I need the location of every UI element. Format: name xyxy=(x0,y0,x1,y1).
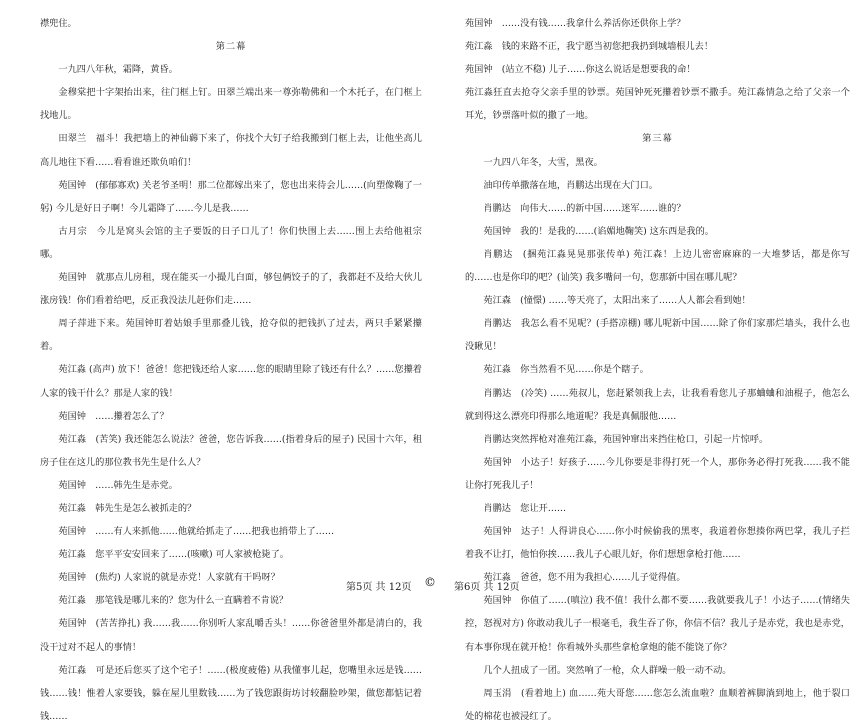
script-paragraph: 苑国钟 达子！人得讲良心……你小时候偷我的黑枣，我道着你想揍你两巴掌，我儿子拦着我不让打，他怕你挨……我儿子心眼儿好，你们想想拿枪打他…… xyxy=(465,526,850,561)
script-paragraph: 襟兜住。 xyxy=(40,18,77,29)
script-paragraph: 苑江淼 (苦笑) 我还能怎么说法？爸爸，您告诉我……(指着身后的屋子) 民国十六年，租房子住在这儿的那位教书先生是什么人？ xyxy=(40,433,422,468)
script-paragraph: 苑国钟 小达子！好孩子……今儿你要是非得打死一个人，那你务必得打死我……我不能让你打死我儿子！ xyxy=(465,456,850,491)
script-paragraph: 田翠兰 福斗！我把墙上的神仙薅下来了，你找个大钉子给我搬到门框上去，让他坐高儿高儿地往下看……看看谁还欺负咱们！ xyxy=(40,133,422,168)
script-paragraph: 周玉涓 (看着地上) 血……苑大哥您……您怎么流血啦？血顺着裤脚淌到地上，他于裂口处的棉花也被浸红了。 xyxy=(465,687,850,722)
script-paragraph: 金穆棠把十字架抬出来，往门框上钉。田翠兰端出来一尊弥勒佛和一个木托子，在门框上找地儿。 xyxy=(40,87,422,122)
script-paragraph: 肖鹏达突然挥枪对准苑江淼，苑国钟窜出来挡住枪口，引起一片惊呼。 xyxy=(483,433,769,445)
script-paragraph: 苑国钟 ……韩先生是赤党。 xyxy=(58,479,178,491)
script-paragraph: 肖鹏达 (捆苑江淼晃晃那张传单) 苑江森！上边儿密密麻麻的一大堆梦话，都是你写的……也是你印的吧？(讪笑) 我多嘴问一句，您那新中国在哪儿呢？ xyxy=(465,248,850,284)
right-page-number: 第6页 共 12页 xyxy=(454,582,520,593)
script-paragraph: 苑国钟 ……没有钱……我拿什么养活你还供你上学？ xyxy=(465,18,686,29)
script-paragraph: 苑国钟 (站立不稳) 儿子……你这么说话是想要我的命！ xyxy=(465,64,696,76)
act-heading: 第三幕 xyxy=(642,133,673,145)
script-paragraph: 苑江淼 您平平安安回来了……(咳嗽) 可人家被枪毙了。 xyxy=(58,549,289,561)
script-paragraph: 肖鹏达 您让开…… xyxy=(483,502,567,514)
script-paragraph: 苑江淼 你当然看不见……你是个瞎子。 xyxy=(483,364,649,376)
copyright-symbol: © xyxy=(424,575,436,589)
script-paragraph: 肖鹏达 我怎么看不见呢？(手搭凉棚) 哪儿呢新中国……除了你们家那烂墙头，我什么也没瞅见！ xyxy=(465,318,850,353)
script-paragraph: 一九四八年秋，霜降，黄昏。 xyxy=(58,64,178,76)
script-paragraph: 苑江森 (憧憬) ……等天亮了，太阳出来了……人人都会看到她！ xyxy=(483,295,751,307)
script-paragraph: 肖鹏达 向伟大……的新中国……迷军……谁的？ xyxy=(483,202,686,214)
script-paragraph: 苑国钟 我的！是我的……(谄媚地鞠笑) 这东西是我的。 xyxy=(483,225,714,237)
script-paragraph: 苑江淼 韩先生是怎么被抓走的？ xyxy=(58,502,197,514)
script-paragraph: 苑江淼 钱的来路不正，我宁愿当初您把我扔到城墙根儿去！ xyxy=(465,41,714,53)
act-heading: 第二幕 xyxy=(215,41,247,53)
script-paragraph: 周子萍进下来。苑国钟盯着姑娘手里那叠儿钱，抢夺似的把钱扒了过去，两只手紧紧攥着。 xyxy=(40,318,422,353)
script-paragraph: 苑国钟 (苦苦挣扎) 我……我……你别听人家乱嚼舌头！……你爸爸里外都是清白的，我没干过对不起人的事情！ xyxy=(40,618,422,653)
script-paragraph: 古月宗 今儿是窝头会馆的主子要饭的日子口儿了！你们快围上去……围上去给他祖宗哪。 xyxy=(40,225,422,260)
left-text-column xyxy=(40,12,422,728)
script-paragraph: 苑江淼 (高声) 放下！爸爸！您把钱还给人家……您的眼睛里除了钱还有什么？……您攥着人家的钱干什么？那是人家的钱！ xyxy=(40,364,422,399)
script-paragraph: 苑国钟 ……有人来抓他……他就给抓走了……把我也捎带上了…… xyxy=(58,526,335,538)
right-page xyxy=(430,0,860,722)
script-paragraph: 苑国钟 就那点儿房租，现在能买一小撮儿白面，够包俩饺子的了，我都赶不及给大伙儿涨房钱！你们看着给吧，反正我没法儿赶你们走…… xyxy=(40,272,422,307)
script-paragraph: 肖鹏达 (冷笑) ……苑叔儿，您赶紧领我上去，让我看看您儿子那蛐蛐和油棍子，他怎么就到得这么漂亮印得那么地道呢？我是真佩服他…… xyxy=(465,387,850,422)
script-paragraph: 苑国钟 你值了……(嗔泣) 我不值！我什么都不要……我就要我儿子！小达子……(情绪失控，怒视对方) 你敢动我儿子一根毫毛，我生吞了你，你信不信？我儿子是赤党，我也是赤党，有本事你现在就开枪！你看城外头那些拿枪拿炮的能不能饶了你？ xyxy=(465,595,850,653)
script-paragraph: 苑国钟 (焦灼) 人家说的就是赤党！人家就有干吗呀？ xyxy=(58,572,280,584)
script-paragraph: 苑国钟 ……攥着怎么了？ xyxy=(58,410,169,422)
script-paragraph: 一九四八年冬，大雪，黑夜。 xyxy=(483,156,603,168)
script-paragraph: 几个人扭成了一团。突然响了一枪，众人群噪一般一动不动。 xyxy=(483,664,732,676)
script-paragraph: 苑国钟 (郁郁寡欢) 关老爷圣明！那二位都嫁出来了，您也出来待会儿……(向塑像鞠了一躬) 今儿是好日子啊！今儿霜降了……今儿是我…… xyxy=(40,179,422,214)
script-paragraph: 苑江淼 爸爸，您不用为我担心……儿子觉得值。 xyxy=(483,572,686,584)
left-page xyxy=(0,0,430,722)
script-paragraph: 苑江淼狂直去抢夺父亲手里的钞票。苑国钟死死攥着钞票不撒手。苑江淼情急之给了父亲一个耳光，钞票落叶似的撒了一地。 xyxy=(465,87,850,122)
script-paragraph: 苑江淼 可是还后您买了这个宅子！……(极度疲倦) 从我懂事儿起，您嘴里永远是钱……钱……钱！惟着人家要钱，躲在屋儿里数钱……为了钱您跟街坊讨较翻脸吵架，做您都惦记着钱…… xyxy=(40,664,422,722)
script-paragraph: 苑江淼 那笔钱是哪儿来的？您为什么一直瞒着不肯说？ xyxy=(58,595,289,607)
right-text-column xyxy=(465,12,850,728)
left-page-number: 第5页 共 12页 xyxy=(346,582,412,593)
script-paragraph: 油印传单撒落在地，肖鹏达出现在大门口。 xyxy=(483,179,658,191)
